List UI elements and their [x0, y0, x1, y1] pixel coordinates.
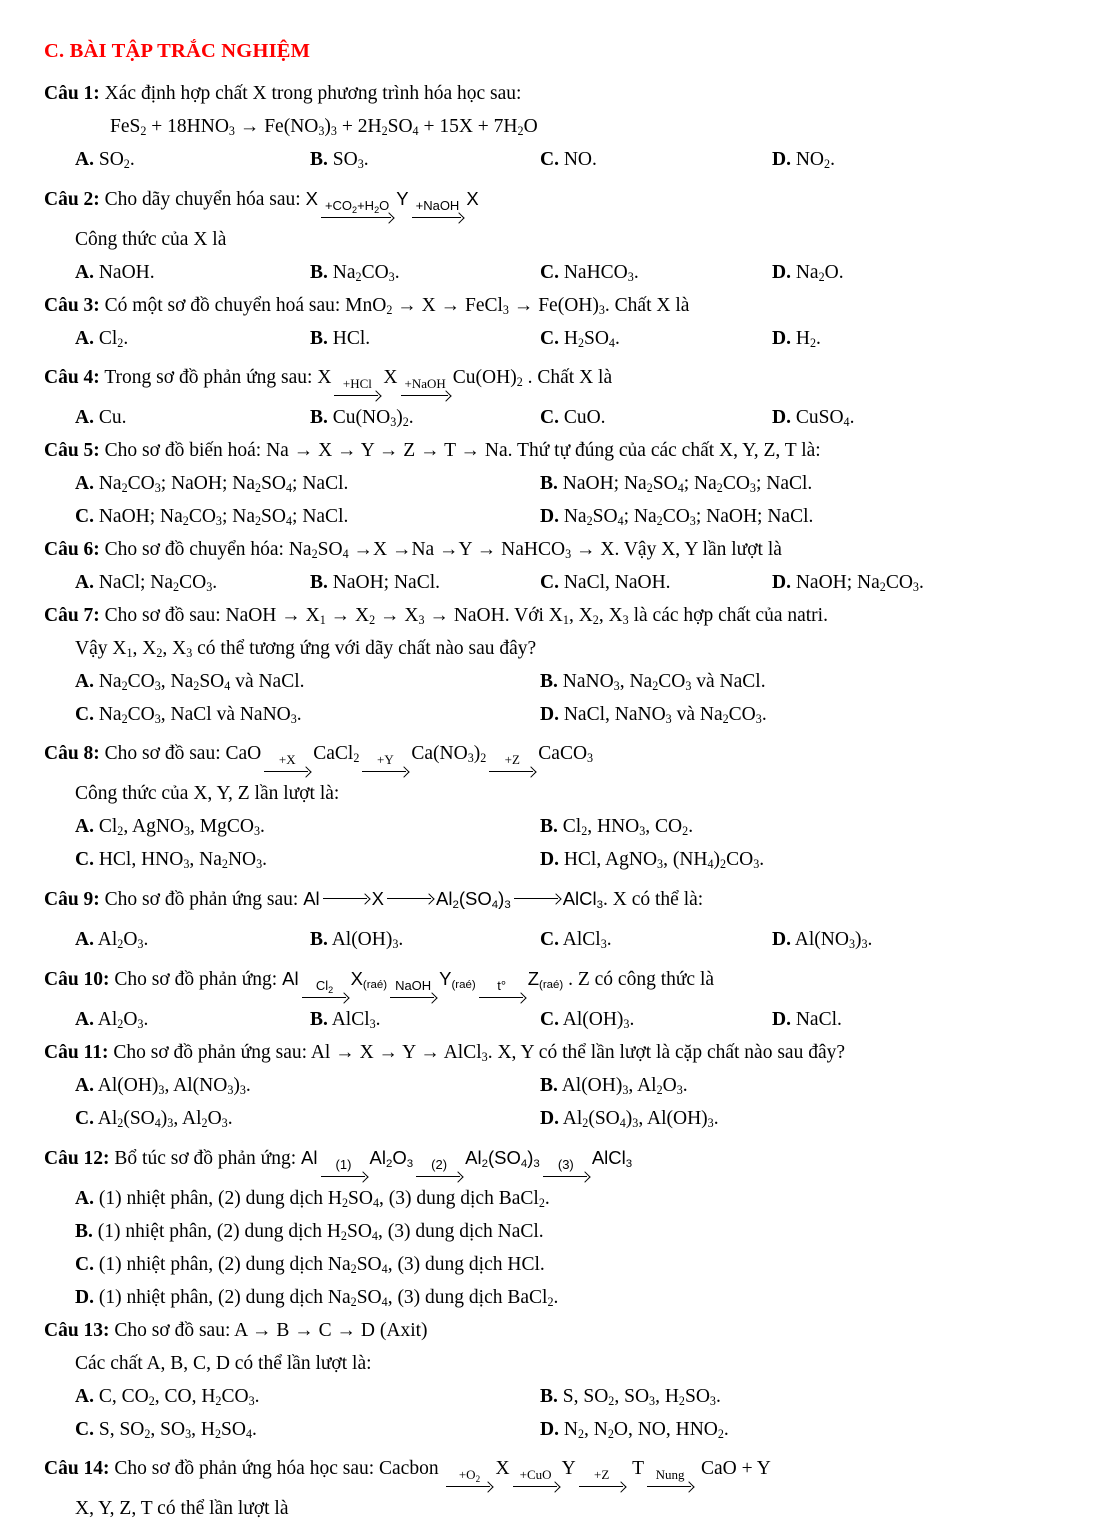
reaction-arrow-label: +Y — [377, 752, 394, 767]
option-letter: B. — [310, 1009, 328, 1030]
question-8 — [44, 731, 1070, 876]
question-stem: Câu 2: Cho dãy chuyển hóa sau: X $+CO_2+H_2O$ Y +NaOH X — [44, 176, 1070, 223]
question-stem: Câu 14: Cho sơ đồ phản ứng hóa học sau: Cacbon $+O_2$ X +CuO Y +Z T Nung CaO + Y — [44, 1446, 1070, 1492]
question-3 — [44, 289, 1070, 355]
reaction-arrow-icon — [489, 753, 535, 776]
question-stem: Câu 13: Cho sơ đồ sau: A → B → C → D (Axit) — [44, 1320, 428, 1341]
option-B: B. NaOH; $Na_2SO_4$; $Na_2CO_3$; NaCl. — [540, 473, 813, 496]
option-letter: B. — [310, 262, 328, 283]
reaction-arrow-line — [334, 391, 380, 400]
question-stem: Câu 7: Cho sơ đồ sau: NaOH → $X_1 \to X_2 \to X_3$ → NaOH. Với $X_1$, $X_2$, $X_3$ là các hợp chất của natri. — [44, 605, 828, 628]
option-letter: C. — [540, 572, 559, 593]
option-C: C. (1) nhiệt phân, (2) dung dịch $Na_2SO_4$, (3) dung dịch HCl. — [75, 1254, 545, 1277]
option-letter: A. — [75, 1075, 94, 1096]
reaction-arrow-line — [489, 767, 535, 776]
reaction-arrow-icon — [264, 753, 310, 776]
option-letter: B. — [310, 407, 328, 428]
option-letter: B. — [310, 328, 328, 349]
option-C: C. HCl, $HNO_3$, $Na_2NO_3$. — [75, 849, 268, 872]
reaction-arrow-line — [362, 767, 408, 776]
options-group — [44, 566, 1070, 599]
reaction-arrow-label: +NaOH — [415, 198, 460, 213]
option-letter: C. — [75, 1108, 94, 1129]
option-C: C. $Al_2(SO_4)_3$, $Al_2O_3$. — [75, 1108, 233, 1131]
option-A: A. $SO_2$. — [75, 149, 135, 172]
option-D: D. $H_2$. — [772, 328, 821, 351]
option-B: B. $SO_3$. — [310, 149, 369, 172]
reaction-arrow-label: +CuO — [519, 1467, 552, 1482]
question-subline: Công thức của X, Y, Z lần lượt là: — [75, 783, 340, 804]
option-C: C. AlCl$_3$. — [540, 929, 612, 952]
option-D: D. HCl, AgNO$_3$, $(NH_4)_2CO_3$. — [540, 849, 765, 872]
reaction-arrow-label: (2) — [431, 1157, 448, 1172]
option-letter: C. — [75, 704, 94, 725]
question-subline: Vậy $X_1$, $X_2$, $X_3$ có thể tương ứng với dãy chất nào sau đây? — [75, 638, 537, 661]
reaction-arrow-label: NaOH — [395, 978, 432, 993]
question-1 — [44, 77, 1070, 176]
reaction-arrow-line — [513, 1482, 559, 1491]
option-C: C. S, $SO_2$, $SO_3$, $H_2SO_4$. — [75, 1419, 257, 1442]
option-letter: D. — [540, 506, 559, 527]
option-A: A. $Al_2O_3$. — [75, 1009, 149, 1032]
reaction-arrow-icon — [387, 894, 433, 903]
option-letter: C. — [540, 929, 559, 950]
option-letter: A. — [75, 407, 94, 428]
question-10 — [44, 956, 1070, 1036]
question-stem: Câu 5: Cho sơ đồ biến hoá: Na → X → Y → Z → T → Na. Thứ tự đúng của các chất X, Y, Z, T là: — [44, 440, 821, 461]
option-D: D. NaCl. — [772, 1009, 842, 1030]
question-9 — [44, 876, 1070, 956]
option-C: C. NO. — [540, 149, 597, 170]
reaction-arrow-icon — [412, 199, 464, 222]
reaction-scheme: Al $Cl_2$ $X_{(raé)}$ NaOH $Y_{(raé)}$ t° $Z_{(raé)}$ — [282, 968, 563, 989]
reaction-arrow-label: t° — [497, 978, 507, 993]
question-5 — [44, 434, 1070, 533]
question-stem: Câu 4: Trong sơ đồ phản ứng sau: X +HCl X +NaOH $Cu(OH)_2$ . Chất X là — [44, 355, 1070, 401]
question-2 — [44, 176, 1070, 289]
reaction-arrow-icon — [323, 894, 369, 903]
option-C: C. NaHCO$_3$. — [540, 262, 639, 285]
reaction-arrow-label: (3) — [557, 1157, 574, 1172]
option-letter: D. — [772, 1009, 791, 1030]
option-B: B. $Al(OH)_3$, $Al_2O_3$. — [540, 1075, 688, 1098]
reaction-arrow-label: Nung — [655, 1467, 685, 1482]
option-letter: B. — [540, 1386, 558, 1407]
reaction-arrow-line — [321, 1172, 367, 1181]
option-letter: A. — [75, 1009, 94, 1030]
reaction-arrow-label: +Z — [504, 752, 520, 767]
reaction-arrow-icon — [321, 199, 393, 222]
reaction-arrow-line — [514, 894, 560, 903]
reaction-arrow-line — [390, 993, 436, 1002]
option-B: B. (1) nhiệt phân, (2) dung dịch $H_2SO_4$, (3) dung dịch NaCl. — [75, 1221, 544, 1244]
question-subline: Các chất A, B, C, D có thể lần lượt là: — [75, 1353, 372, 1374]
reaction-arrow-line — [401, 391, 450, 400]
reaction-arrow-icon — [579, 1468, 625, 1491]
option-B: B. NaOH; NaCl. — [310, 572, 440, 593]
option-letter: B. — [310, 929, 328, 950]
option-letter: D. — [772, 328, 791, 349]
option-C: C. NaCl, NaOH. — [540, 572, 671, 593]
option-B: B. NaNO$_3$, $Na_2CO_3$ và NaCl. — [540, 671, 766, 694]
questions-list — [44, 77, 1070, 1525]
reaction-arrow-icon — [390, 979, 436, 1002]
option-D: D. (1) nhiệt phân, (2) dung dịch $Na_2SO_4$, (3) dung dịch BaCl$_2$. — [75, 1287, 559, 1310]
question-number: Câu 1: — [44, 83, 100, 104]
option-letter: A. — [75, 149, 94, 170]
question-stem: Câu 8: Cho sơ đồ sau: CaO +X CaCl$_2$ +Y $Ca(NO_3)_2$ +Z CaCO$_3$ — [44, 731, 1070, 777]
option-B: B. $Cu(NO_3)_2$. — [310, 407, 414, 430]
option-B: B. $Cl_2$, $HNO_3$, $CO_2$. — [540, 816, 694, 839]
option-D: D. $Na_2O$. — [772, 262, 844, 285]
option-letter: C. — [540, 328, 559, 349]
reaction-arrow-label: +NaOH — [404, 376, 446, 391]
option-A: A. C, $CO_2$, CO, $H_2CO_3$. — [75, 1386, 260, 1409]
option-D: D. NaOH; $Na_2CO_3$. — [772, 572, 924, 595]
option-letter: D. — [772, 929, 791, 950]
question-7 — [44, 599, 1070, 731]
question-number: Câu 6: — [44, 539, 100, 560]
options-group — [44, 1182, 1070, 1314]
option-B: B. $Al(OH)_3$. — [310, 929, 404, 952]
option-letter: D. — [772, 262, 791, 283]
reaction-arrow-label: $+CO_2+H_2O$ — [324, 198, 390, 215]
option-letter: A. — [75, 262, 94, 283]
reaction-arrow-line — [264, 767, 310, 776]
reaction-arrow-icon — [514, 894, 560, 903]
option-C: C. NaOH; $Na_2CO_3$; $Na_2SO_4$; NaCl. — [75, 506, 349, 529]
option-letter: C. — [540, 407, 559, 428]
option-B: B. S, $SO_2$, $SO_3$, $H_2SO_3$. — [540, 1386, 721, 1409]
question-number: Câu 8: — [44, 743, 100, 764]
question-stem: Câu 3: Có một sơ đồ chuyển hoá sau: MnO$_2$ → X → FeCl$_3$ → $Fe(OH)_3$. Chất X là — [44, 295, 690, 318]
question-stem: Câu 12: Bổ túc sơ đồ phản ứng: Al (1) $Al_2O_3$ (2) $Al_2(SO_4)_3$ (3) AlCl$_3$ — [44, 1135, 1070, 1182]
question-number: Câu 5: — [44, 440, 100, 461]
options-group — [44, 1003, 1070, 1036]
option-letter: C. — [75, 506, 94, 527]
reaction-arrow-line — [446, 1482, 492, 1491]
question-stem: Câu 10: Cho sơ đồ phản ứng: Al $Cl_2$ $X_{(raé)}$ NaOH $Y_{(raé)}$ t° $Z_{(raé)}$ . Z có công thức là — [44, 956, 1070, 1003]
options-group — [44, 256, 1070, 289]
option-letter: A. — [75, 816, 94, 837]
reaction-arrow-icon — [302, 979, 348, 1002]
question-number: Câu 11: — [44, 1042, 109, 1063]
option-A: A. $Na_2CO_3$; NaOH; $Na_2SO_4$; NaCl. — [75, 473, 349, 496]
option-D: D. NaCl, NaNO$_3$ và $Na_2CO_3$. — [540, 704, 767, 727]
option-letter: D. — [540, 1108, 559, 1129]
option-C: C. $Na_2CO_3$, NaCl và NaNO$_3$. — [75, 704, 302, 727]
question-stem: Câu 9: Cho sơ đồ phản ứng sau: Al X $Al_2(SO_4)_3$ AlCl$_3$. X có thể là: — [44, 888, 704, 912]
option-letter: A. — [75, 572, 94, 593]
reaction-arrow-label: $Cl_2$ — [315, 978, 334, 995]
reaction-arrow-line — [543, 1172, 589, 1181]
reaction-arrow-line — [302, 993, 348, 1002]
option-C: C. $H_2SO_4$. — [540, 328, 620, 351]
reaction-arrow-label: +HCl — [342, 376, 372, 391]
reaction-arrow-label: +Z — [594, 1467, 610, 1482]
option-D: D. $Al(NO_3)_3$. — [772, 929, 873, 952]
option-letter: B. — [310, 149, 328, 170]
reaction-arrow-line — [387, 894, 433, 903]
option-letter: C. — [540, 262, 559, 283]
question-4 — [44, 355, 1070, 434]
option-B: B. AlCl$_3$. — [310, 1009, 381, 1032]
option-A: A. NaOH. — [75, 262, 155, 283]
option-letter: D. — [75, 1287, 94, 1308]
reaction-arrow-line — [579, 1482, 625, 1491]
option-A: A. (1) nhiệt phân, (2) dung dịch $H_2SO_4$, (3) dung dịch BaCl$_2$. — [75, 1188, 550, 1211]
option-letter: A. — [75, 328, 94, 349]
question-14 — [44, 1446, 1070, 1525]
option-letter: D. — [540, 704, 559, 725]
option-A: A. $Cl_2$, AgNO$_3$, MgCO$_3$. — [75, 816, 265, 839]
options-group — [44, 810, 1070, 876]
option-letter: D. — [772, 407, 791, 428]
option-letter: B. — [540, 1075, 558, 1096]
options-group — [44, 1069, 1070, 1135]
options-group — [44, 1380, 1070, 1446]
option-letter: D. — [540, 849, 559, 870]
option-letter: A. — [75, 1386, 94, 1407]
question-number: Câu 7: — [44, 605, 100, 626]
question-12 — [44, 1135, 1070, 1314]
reaction-arrow-line — [323, 894, 369, 903]
option-letter: B. — [310, 572, 328, 593]
reaction-arrow-icon — [543, 1158, 589, 1181]
option-D: D. $Na_2SO_4$; $Na_2CO_3$; NaOH; NaCl. — [540, 506, 814, 529]
question-number: Câu 14: — [44, 1458, 110, 1479]
option-letter: D. — [540, 1419, 559, 1440]
question-subline: $FeS_2 + 18HNO_3 \to Fe(NO_3)_3 + 2H_2SO_4 + 15X + 7H_2O$ — [110, 116, 538, 139]
option-D: D. CuSO$_4$. — [772, 407, 855, 430]
reaction-arrow-line — [647, 1482, 693, 1491]
question-number: Câu 12: — [44, 1148, 110, 1169]
option-C: C. $Al(OH)_3$. — [540, 1009, 635, 1032]
question-11 — [44, 1036, 1070, 1135]
option-D: D. $NO_2$. — [772, 149, 835, 172]
option-letter: B. — [540, 473, 558, 494]
question-number: Câu 10: — [44, 969, 110, 990]
question-stem: Câu 11: Cho sơ đồ phản ứng sau: Al → X → Y → AlCl$_3$. X, Y có thể lần lượt là cặp chất nào sau đây? — [44, 1042, 846, 1065]
reaction-arrow-icon — [479, 979, 525, 1002]
reaction-arrow-label: +X — [278, 752, 296, 767]
section-title: C. BÀI TẬP TRẮC NGHIỆM — [44, 40, 311, 62]
reaction-arrow-label: $+O_2$ — [458, 1467, 481, 1484]
options-group — [44, 401, 1070, 434]
reaction-arrow-line — [321, 213, 393, 222]
option-A: A. Cu. — [75, 407, 127, 428]
reaction-arrow-icon — [416, 1158, 462, 1181]
option-letter: C. — [75, 1254, 94, 1275]
reaction-arrow-line — [412, 213, 464, 222]
question-subline: X, Y, Z, T có thể lần lượt là — [75, 1498, 289, 1519]
reaction-arrow-icon — [401, 377, 450, 400]
option-A: A. $Na_2CO_3$, $Na_2SO_4$ và NaCl. — [75, 671, 305, 694]
options-group — [44, 665, 1070, 731]
reaction-arrow-line — [479, 993, 525, 1002]
reaction-scheme: Al X $Al_2(SO_4)_3$ AlCl$_3$ — [303, 888, 604, 912]
option-A: A. $Cl_2$. — [75, 328, 129, 351]
options-group — [44, 467, 1070, 533]
reaction-arrow-icon — [513, 1468, 559, 1491]
option-D: D. $N_2$, $N_2O$, NO, $HNO_2$. — [540, 1419, 729, 1442]
option-letter: A. — [75, 671, 94, 692]
option-A: A. $Al_2O_3$. — [75, 929, 149, 952]
reaction-arrow-icon — [647, 1468, 693, 1491]
reaction-arrow-icon — [446, 1468, 492, 1491]
reaction-scheme: X $+CO_2+H_2O$ Y +NaOH X — [306, 188, 479, 209]
option-letter: B. — [540, 816, 558, 837]
options-group — [44, 923, 1070, 956]
question-number: Câu 4: — [44, 367, 100, 388]
reaction-arrow-icon — [334, 377, 380, 400]
reaction-scheme: Al (1) $Al_2O_3$ (2) $Al_2(SO_4)_3$ (3) AlCl$_3$ — [301, 1147, 632, 1168]
question-stem: Câu 1: Xác định hợp chất X trong phương trình hóa học sau: — [44, 83, 522, 104]
option-letter: B. — [75, 1221, 93, 1242]
option-letter: C. — [540, 149, 559, 170]
options-group — [44, 322, 1070, 355]
option-B: B. $Na_2CO_3$. — [310, 262, 400, 285]
option-letter: A. — [75, 929, 94, 950]
question-13 — [44, 1314, 1070, 1446]
option-C: C. CuO. — [540, 407, 606, 428]
question-subline: Công thức của X là — [75, 229, 227, 250]
option-letter: C. — [75, 1419, 94, 1440]
option-A: A. NaCl; $Na_2CO_3$. — [75, 572, 218, 595]
option-A: A. $Al(OH)_3$, $Al(NO_3)_3$. — [75, 1075, 251, 1098]
question-6 — [44, 533, 1070, 599]
option-letter: D. — [772, 149, 791, 170]
option-letter: A. — [75, 1188, 94, 1209]
reaction-arrow-line — [416, 1172, 462, 1181]
option-letter: B. — [540, 671, 558, 692]
reaction-arrow-icon — [362, 753, 408, 776]
option-letter: C. — [540, 1009, 559, 1030]
question-number: Câu 3: — [44, 295, 100, 316]
option-letter: C. — [75, 849, 94, 870]
reaction-arrow-label: (1) — [335, 1157, 352, 1172]
question-number: Câu 2: — [44, 189, 100, 210]
option-B: B. HCl. — [310, 328, 371, 349]
reaction-arrow-icon — [321, 1158, 367, 1181]
option-letter: A. — [75, 473, 94, 494]
options-group — [44, 143, 1070, 176]
question-stem: Câu 6: Cho sơ đồ chuyển hóa: $Na_2SO_4 \to X \to Na \to Y$ → NaHCO$_3$ → X. Vậy X, Y lần lượt là — [44, 539, 782, 562]
option-letter: D. — [772, 572, 791, 593]
option-D: D. $Al_2(SO_4)_3$, $Al(OH)_3$. — [540, 1108, 719, 1131]
question-number: Câu 13: — [44, 1320, 110, 1341]
question-number: Câu 9: — [44, 889, 100, 910]
